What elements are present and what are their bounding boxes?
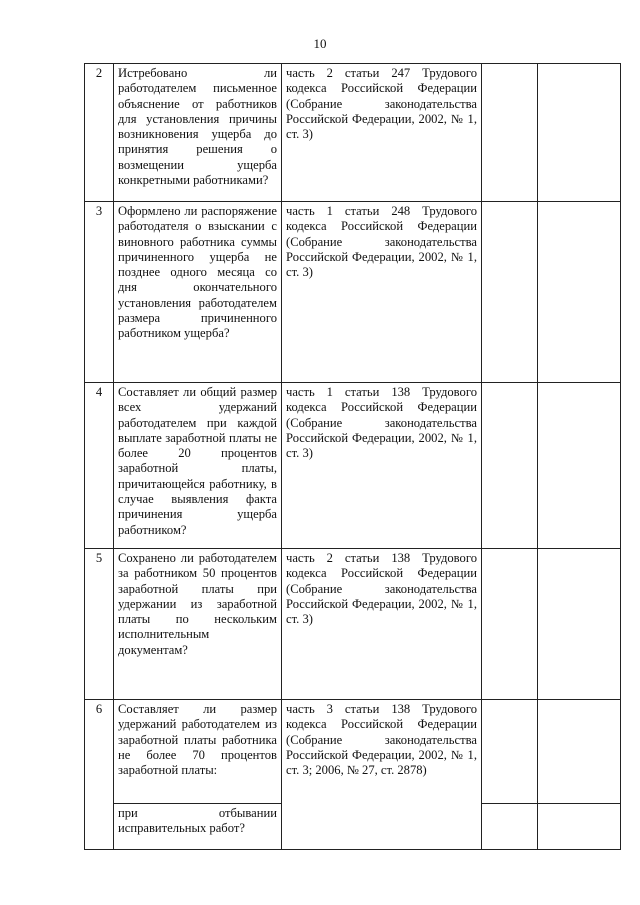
answer-cell[interactable]: [482, 202, 538, 383]
question-cell: Истребовано ли работодателем письменное объяснение от работников для установления причины возникновения ущерба до принятия решения о возмещении ущерба конкретными работниками?: [114, 64, 282, 202]
answer-cell[interactable]: [482, 64, 538, 202]
answer-cell[interactable]: [482, 804, 538, 850]
table-row: [85, 202, 621, 383]
question-cell: Сохранено ли работодателем за работником 50 процентов заработной платы при удержании из заработной платы по нескольким исполнительным документам?: [114, 549, 282, 700]
row-number: 5: [85, 549, 114, 700]
checklist-table: [84, 63, 621, 850]
row-number: 4: [85, 383, 114, 549]
reference-cell: часть 3 статьи 138 Трудового кодекса Российской Федерации (Собрание законодательства Российской Федерации, 2002, № 1, ст. 3; 2006, № 27, ст. 2878): [282, 700, 482, 850]
table-row: [85, 700, 621, 804]
answer-cell[interactable]: [482, 549, 538, 700]
note-cell[interactable]: [538, 549, 621, 700]
page-number: 10: [313, 36, 327, 51]
question-cell: Составляет ли размер удержаний работодателем из заработной платы работника не более 70 процентов заработной платы:: [114, 700, 282, 804]
answer-cell[interactable]: [482, 383, 538, 549]
note-cell[interactable]: [538, 383, 621, 549]
note-cell[interactable]: [538, 804, 621, 850]
sub-question-cell: при отбывании исправительных работ?: [114, 804, 282, 850]
row-number: 6: [85, 700, 114, 850]
table-row: [85, 64, 621, 202]
row-number: 3: [85, 202, 114, 383]
reference-cell: часть 1 статьи 138 Трудового кодекса Российской Федерации (Собрание законодательства Российской Федерации, 2002, № 1, ст. 3): [282, 383, 482, 549]
answer-cell[interactable]: [482, 700, 538, 804]
row-number: 2: [85, 64, 114, 202]
reference-cell: часть 2 статьи 247 Трудового кодекса Российской Федерации (Собрание законодательства Российской Федерации, 2002, № 1, ст. 3): [282, 64, 482, 202]
reference-cell: часть 2 статьи 138 Трудового кодекса Российской Федерации (Собрание законодательства Российской Федерации, 2002, № 1, ст. 3): [282, 549, 482, 700]
table-row: [85, 549, 621, 700]
note-cell[interactable]: [538, 700, 621, 804]
reference-cell: часть 1 статьи 248 Трудового кодекса Российской Федерации (Собрание законодательства Российской Федерации, 2002, № 1, ст. 3): [282, 202, 482, 383]
question-cell: Составляет ли общий размер всех удержаний работодателем при каждой выплате заработной платы не более 20 процентов заработной платы, причитающейся работнику, в случае выявления факта причинения ущерба работником?: [114, 383, 282, 549]
note-cell[interactable]: [538, 64, 621, 202]
table-row: [85, 383, 621, 549]
note-cell[interactable]: [538, 202, 621, 383]
question-cell: Оформлено ли распоряжение работодателя о взыскании с виновного работника суммы причиненного ущерба не позднее одного месяца со дня окончательного установления работодателем размера причиненного работником ущерба?: [114, 202, 282, 383]
